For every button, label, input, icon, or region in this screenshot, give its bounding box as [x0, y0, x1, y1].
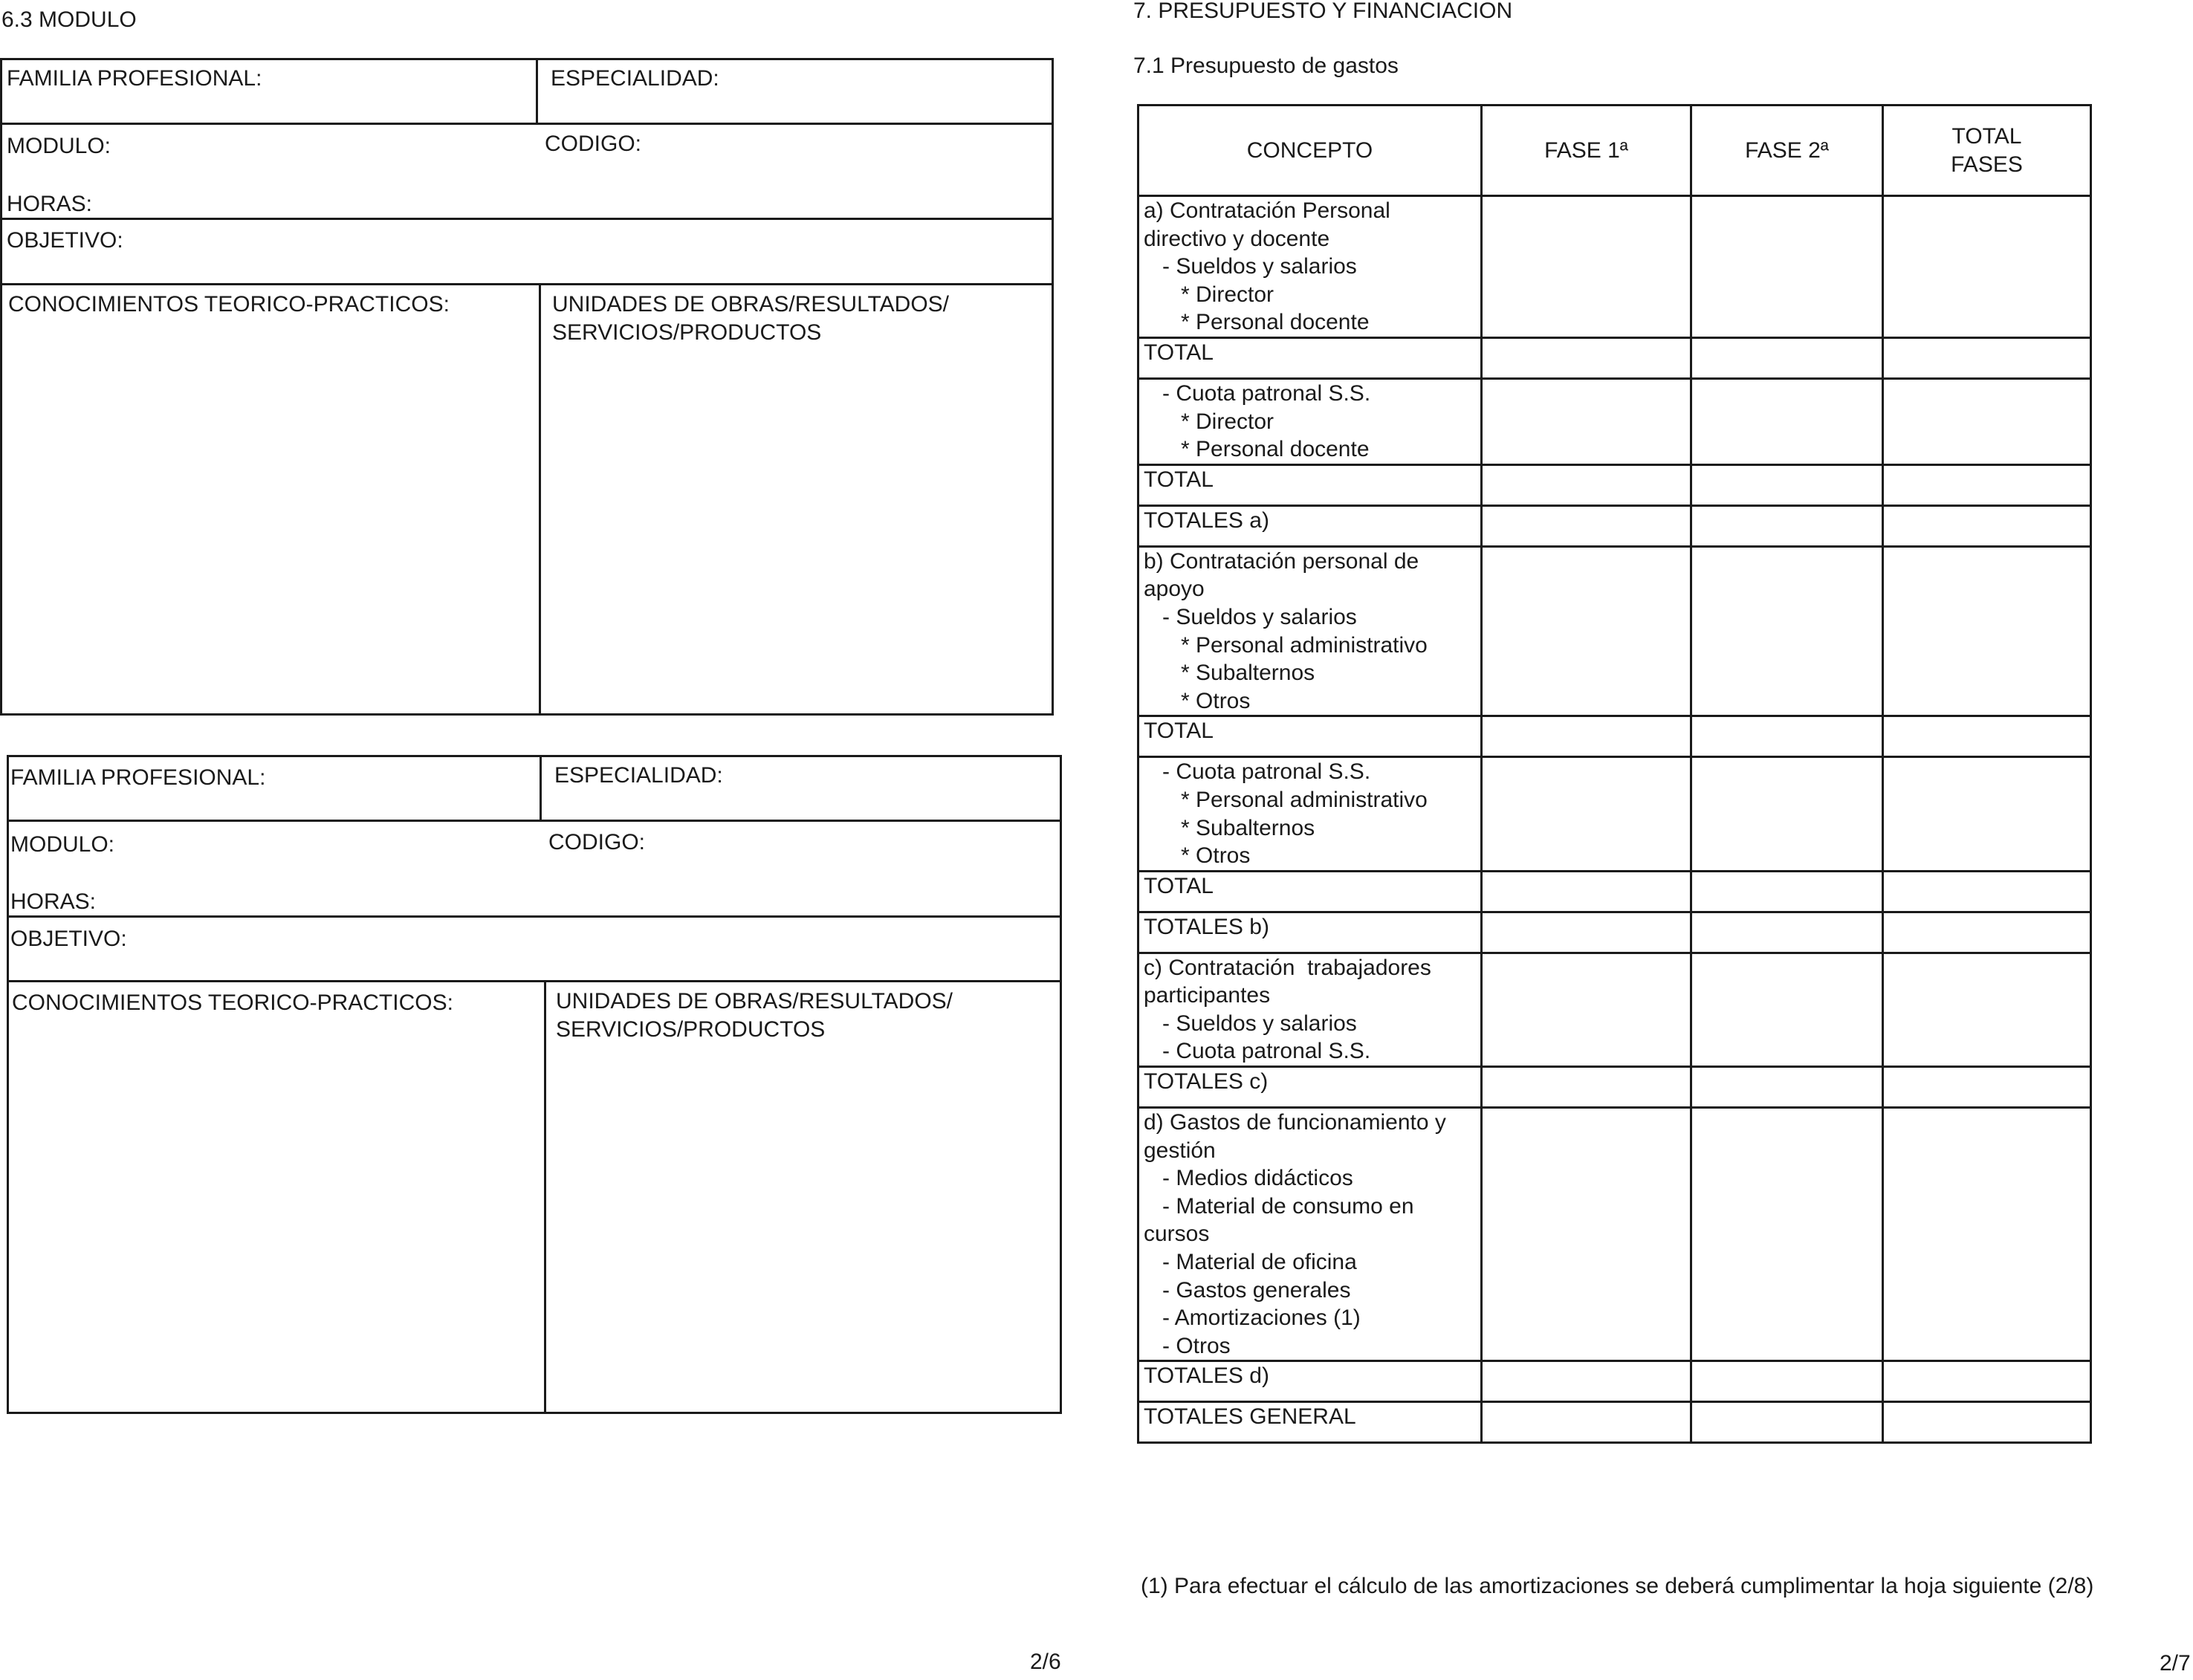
concepto-cell	[1138, 337, 1482, 378]
concepto-line: TOTAL	[1144, 467, 1214, 492]
concepto-cell	[1138, 464, 1482, 505]
total-fases-cell[interactable]	[1883, 505, 2091, 546]
table-row	[1138, 912, 2091, 953]
total-fases-cell[interactable]	[1883, 953, 2091, 1066]
concepto-cell	[1138, 1067, 1482, 1108]
fase-1-cell[interactable]	[1482, 464, 1691, 505]
concepto-cell	[1138, 378, 1482, 464]
especialidad-label: ESPECIALIDAD:	[554, 763, 723, 788]
concepto-line: * Otros	[1144, 843, 1251, 869]
fase-1-cell[interactable]	[1482, 757, 1691, 871]
table-row	[1138, 378, 2091, 464]
concepto-line: - Cuota patronal S.S.	[1144, 380, 1371, 406]
concepto-line: gestión	[1144, 1138, 1216, 1163]
table-row	[1138, 464, 2091, 505]
concepto-line: - Material de consumo en	[1144, 1193, 1414, 1219]
objetivo-label: OBJETIVO:	[10, 927, 127, 951]
familia-profesional-label: FAMILIA PROFESIONAL:	[7, 66, 262, 91]
concepto-line: a) Contratación Personal	[1144, 198, 1390, 223]
fase-2-cell[interactable]	[1691, 196, 1883, 338]
fase-2-cell[interactable]	[1691, 716, 1883, 757]
fase-1-cell[interactable]	[1482, 912, 1691, 953]
fase-2-cell[interactable]	[1691, 1402, 1883, 1443]
concepto-line: - Cuota patronal S.S.	[1144, 1039, 1371, 1064]
fase-2-cell[interactable]	[1691, 337, 1883, 378]
codigo-label: CODIGO:	[548, 830, 646, 854]
modulo-label: MODULO:	[7, 134, 111, 158]
table-row	[1138, 196, 2091, 338]
concepto-line: - Sueldos y salarios	[1144, 254, 1357, 279]
page-number-left: 2/6	[1030, 1650, 1061, 1674]
concepto-line: TOTALES a)	[1144, 507, 1269, 533]
concepto-line: - Cuota patronal S.S.	[1144, 759, 1371, 785]
concepto-line: - Material de oficina	[1144, 1250, 1357, 1275]
concepto-cell	[1138, 1108, 1482, 1361]
total-fases-cell[interactable]	[1883, 912, 2091, 953]
fase-2-cell[interactable]	[1691, 378, 1883, 464]
table-row	[1138, 1067, 2091, 1108]
table-row	[1138, 716, 2091, 757]
unidades-label-line-1: UNIDADES DE OBRAS/RESULTADOS/	[556, 989, 953, 1013]
concepto-cell	[1138, 505, 1482, 546]
header-fase-1: FASE 1ª	[1482, 106, 1691, 196]
header-total-fases: TOTAL FASES	[1883, 106, 2091, 196]
fase-1-cell[interactable]	[1482, 378, 1691, 464]
objetivo-label: OBJETIVO:	[7, 228, 123, 253]
fase-1-cell[interactable]	[1482, 716, 1691, 757]
fase-1-cell[interactable]	[1482, 1402, 1691, 1443]
unidades-label-line-2: SERVICIOS/PRODUCTOS	[552, 320, 822, 345]
concepto-line: TOTALES b)	[1144, 914, 1269, 939]
fase-1-cell[interactable]	[1482, 196, 1691, 338]
concepto-line: * Director	[1144, 282, 1274, 307]
footnote-amortizaciones: (1) Para efectuar el cálculo de las amortizaciones se deberá cumplimentar la hoja siguiente (2/8)	[1141, 1574, 2094, 1598]
total-fases-cell[interactable]	[1883, 546, 2091, 716]
table-row	[1138, 1361, 2091, 1402]
fase-1-cell[interactable]	[1482, 1067, 1691, 1108]
fase-2-cell[interactable]	[1691, 1067, 1883, 1108]
fase-1-cell[interactable]	[1482, 546, 1691, 716]
table-row	[1138, 337, 2091, 378]
concepto-cell	[1138, 871, 1482, 912]
codigo-label: CODIGO:	[545, 132, 642, 156]
concepto-line: * Otros	[1144, 688, 1251, 713]
concepto-cell	[1138, 912, 1482, 953]
fase-2-cell[interactable]	[1691, 871, 1883, 912]
concepto-line: cursos	[1144, 1222, 1210, 1247]
fase-1-cell[interactable]	[1482, 871, 1691, 912]
concepto-line: c) Contratación trabajadores	[1144, 955, 1431, 980]
table-row	[1138, 953, 2091, 1066]
fase-2-cell[interactable]	[1691, 1361, 1883, 1402]
concepto-line: - Gastos generales	[1144, 1277, 1351, 1303]
concepto-line: - Sueldos y salarios	[1144, 604, 1357, 629]
horas-label: HORAS:	[7, 192, 93, 216]
module-form-1	[0, 58, 1054, 716]
table-row	[1138, 1402, 2091, 1443]
unidades-label-line-2: SERVICIOS/PRODUCTOS	[556, 1017, 826, 1042]
table-row	[1138, 505, 2091, 546]
budget-header-row	[1138, 106, 2091, 196]
conocimientos-label: CONOCIMIENTOS TEORICO-PRACTICOS:	[8, 292, 450, 317]
subsection-title-presupuesto-gastos: 7.1 Presupuesto de gastos	[1133, 53, 1399, 78]
total-fases-cell[interactable]	[1883, 378, 2091, 464]
section-title-modulo: 6.3 MODULO	[1, 7, 137, 32]
concepto-line: b) Contratación personal de	[1144, 548, 1419, 574]
fase-2-cell[interactable]	[1691, 757, 1883, 871]
concepto-line: * Personal docente	[1144, 437, 1370, 462]
concepto-cell	[1138, 1361, 1482, 1402]
concepto-cell	[1138, 757, 1482, 871]
conocimientos-label: CONOCIMIENTOS TEORICO-PRACTICOS:	[12, 990, 453, 1015]
page-number-right: 2/7	[2160, 1651, 2191, 1676]
table-row	[1138, 871, 2091, 912]
total-fases-cell[interactable]	[1883, 1108, 2091, 1361]
concepto-line: - Medios didácticos	[1144, 1166, 1353, 1191]
concepto-line: * Director	[1144, 409, 1274, 434]
concepto-line: - Otros	[1144, 1333, 1231, 1358]
budget-table	[1137, 104, 2092, 1444]
fase-2-cell[interactable]	[1691, 953, 1883, 1066]
table-row	[1138, 546, 2091, 716]
concepto-line: - Sueldos y salarios	[1144, 1011, 1357, 1036]
fase-2-cell[interactable]	[1691, 546, 1883, 716]
total-fases-cell[interactable]	[1883, 464, 2091, 505]
concepto-line: apoyo	[1144, 577, 1205, 602]
unidades-label-line-1: UNIDADES DE OBRAS/RESULTADOS/	[552, 292, 949, 317]
concepto-line: * Personal administrativo	[1144, 787, 1428, 812]
concepto-cell	[1138, 1402, 1482, 1443]
fase-1-cell[interactable]	[1482, 953, 1691, 1066]
concepto-line: participantes	[1144, 983, 1271, 1008]
concepto-line: TOTALES c)	[1144, 1069, 1269, 1094]
concepto-line: TOTALES d)	[1144, 1363, 1269, 1389]
concepto-line: - Amortizaciones (1)	[1144, 1306, 1361, 1331]
total-fases-cell[interactable]	[1883, 337, 2091, 378]
concepto-line: TOTAL	[1144, 340, 1214, 365]
especialidad-label: ESPECIALIDAD:	[551, 66, 719, 91]
total-fases-cell[interactable]	[1883, 871, 2091, 912]
concepto-line: TOTALES GENERAL	[1144, 1404, 1356, 1430]
concepto-line: * Subalternos	[1144, 815, 1315, 840]
horas-label: HORAS:	[10, 889, 97, 914]
total-fases-cell[interactable]	[1883, 196, 2091, 338]
concepto-line: TOTAL	[1144, 719, 1214, 744]
concepto-cell	[1138, 953, 1482, 1066]
total-fases-cell[interactable]	[1883, 716, 2091, 757]
fase-1-cell[interactable]	[1482, 1361, 1691, 1402]
total-fases-cell[interactable]	[1883, 757, 2091, 871]
total-fases-cell[interactable]	[1883, 1361, 2091, 1402]
concepto-line: d) Gastos de funcionamiento y	[1144, 1110, 1446, 1135]
fase-2-cell[interactable]	[1691, 464, 1883, 505]
concepto-line: * Personal administrativo	[1144, 632, 1428, 658]
header-concepto: CONCEPTO	[1138, 106, 1482, 196]
fase-1-cell[interactable]	[1482, 337, 1691, 378]
fase-1-cell[interactable]	[1482, 505, 1691, 546]
total-fases-cell[interactable]	[1883, 1067, 2091, 1108]
header-fase-2: FASE 2ª	[1691, 106, 1883, 196]
table-row	[1138, 757, 2091, 871]
concepto-line: * Subalternos	[1144, 661, 1315, 686]
module-form-2	[7, 755, 1062, 1414]
fase-2-cell[interactable]	[1691, 505, 1883, 546]
section-title-presupuesto: 7. PRESUPUESTO Y FINANCIACION	[1133, 0, 1513, 23]
fase-2-cell[interactable]	[1691, 1108, 1883, 1361]
concepto-line: * Personal docente	[1144, 310, 1370, 335]
concepto-cell	[1138, 196, 1482, 338]
fase-1-cell[interactable]	[1482, 1108, 1691, 1361]
concepto-cell	[1138, 546, 1482, 716]
fase-2-cell[interactable]	[1691, 912, 1883, 953]
concepto-line: TOTAL	[1144, 873, 1214, 898]
table-row	[1138, 1108, 2091, 1361]
familia-profesional-label: FAMILIA PROFESIONAL:	[10, 765, 266, 790]
concepto-cell	[1138, 716, 1482, 757]
modulo-label: MODULO:	[10, 832, 115, 857]
concepto-line: directivo y docente	[1144, 226, 1330, 251]
total-fases-cell[interactable]	[1883, 1402, 2091, 1443]
